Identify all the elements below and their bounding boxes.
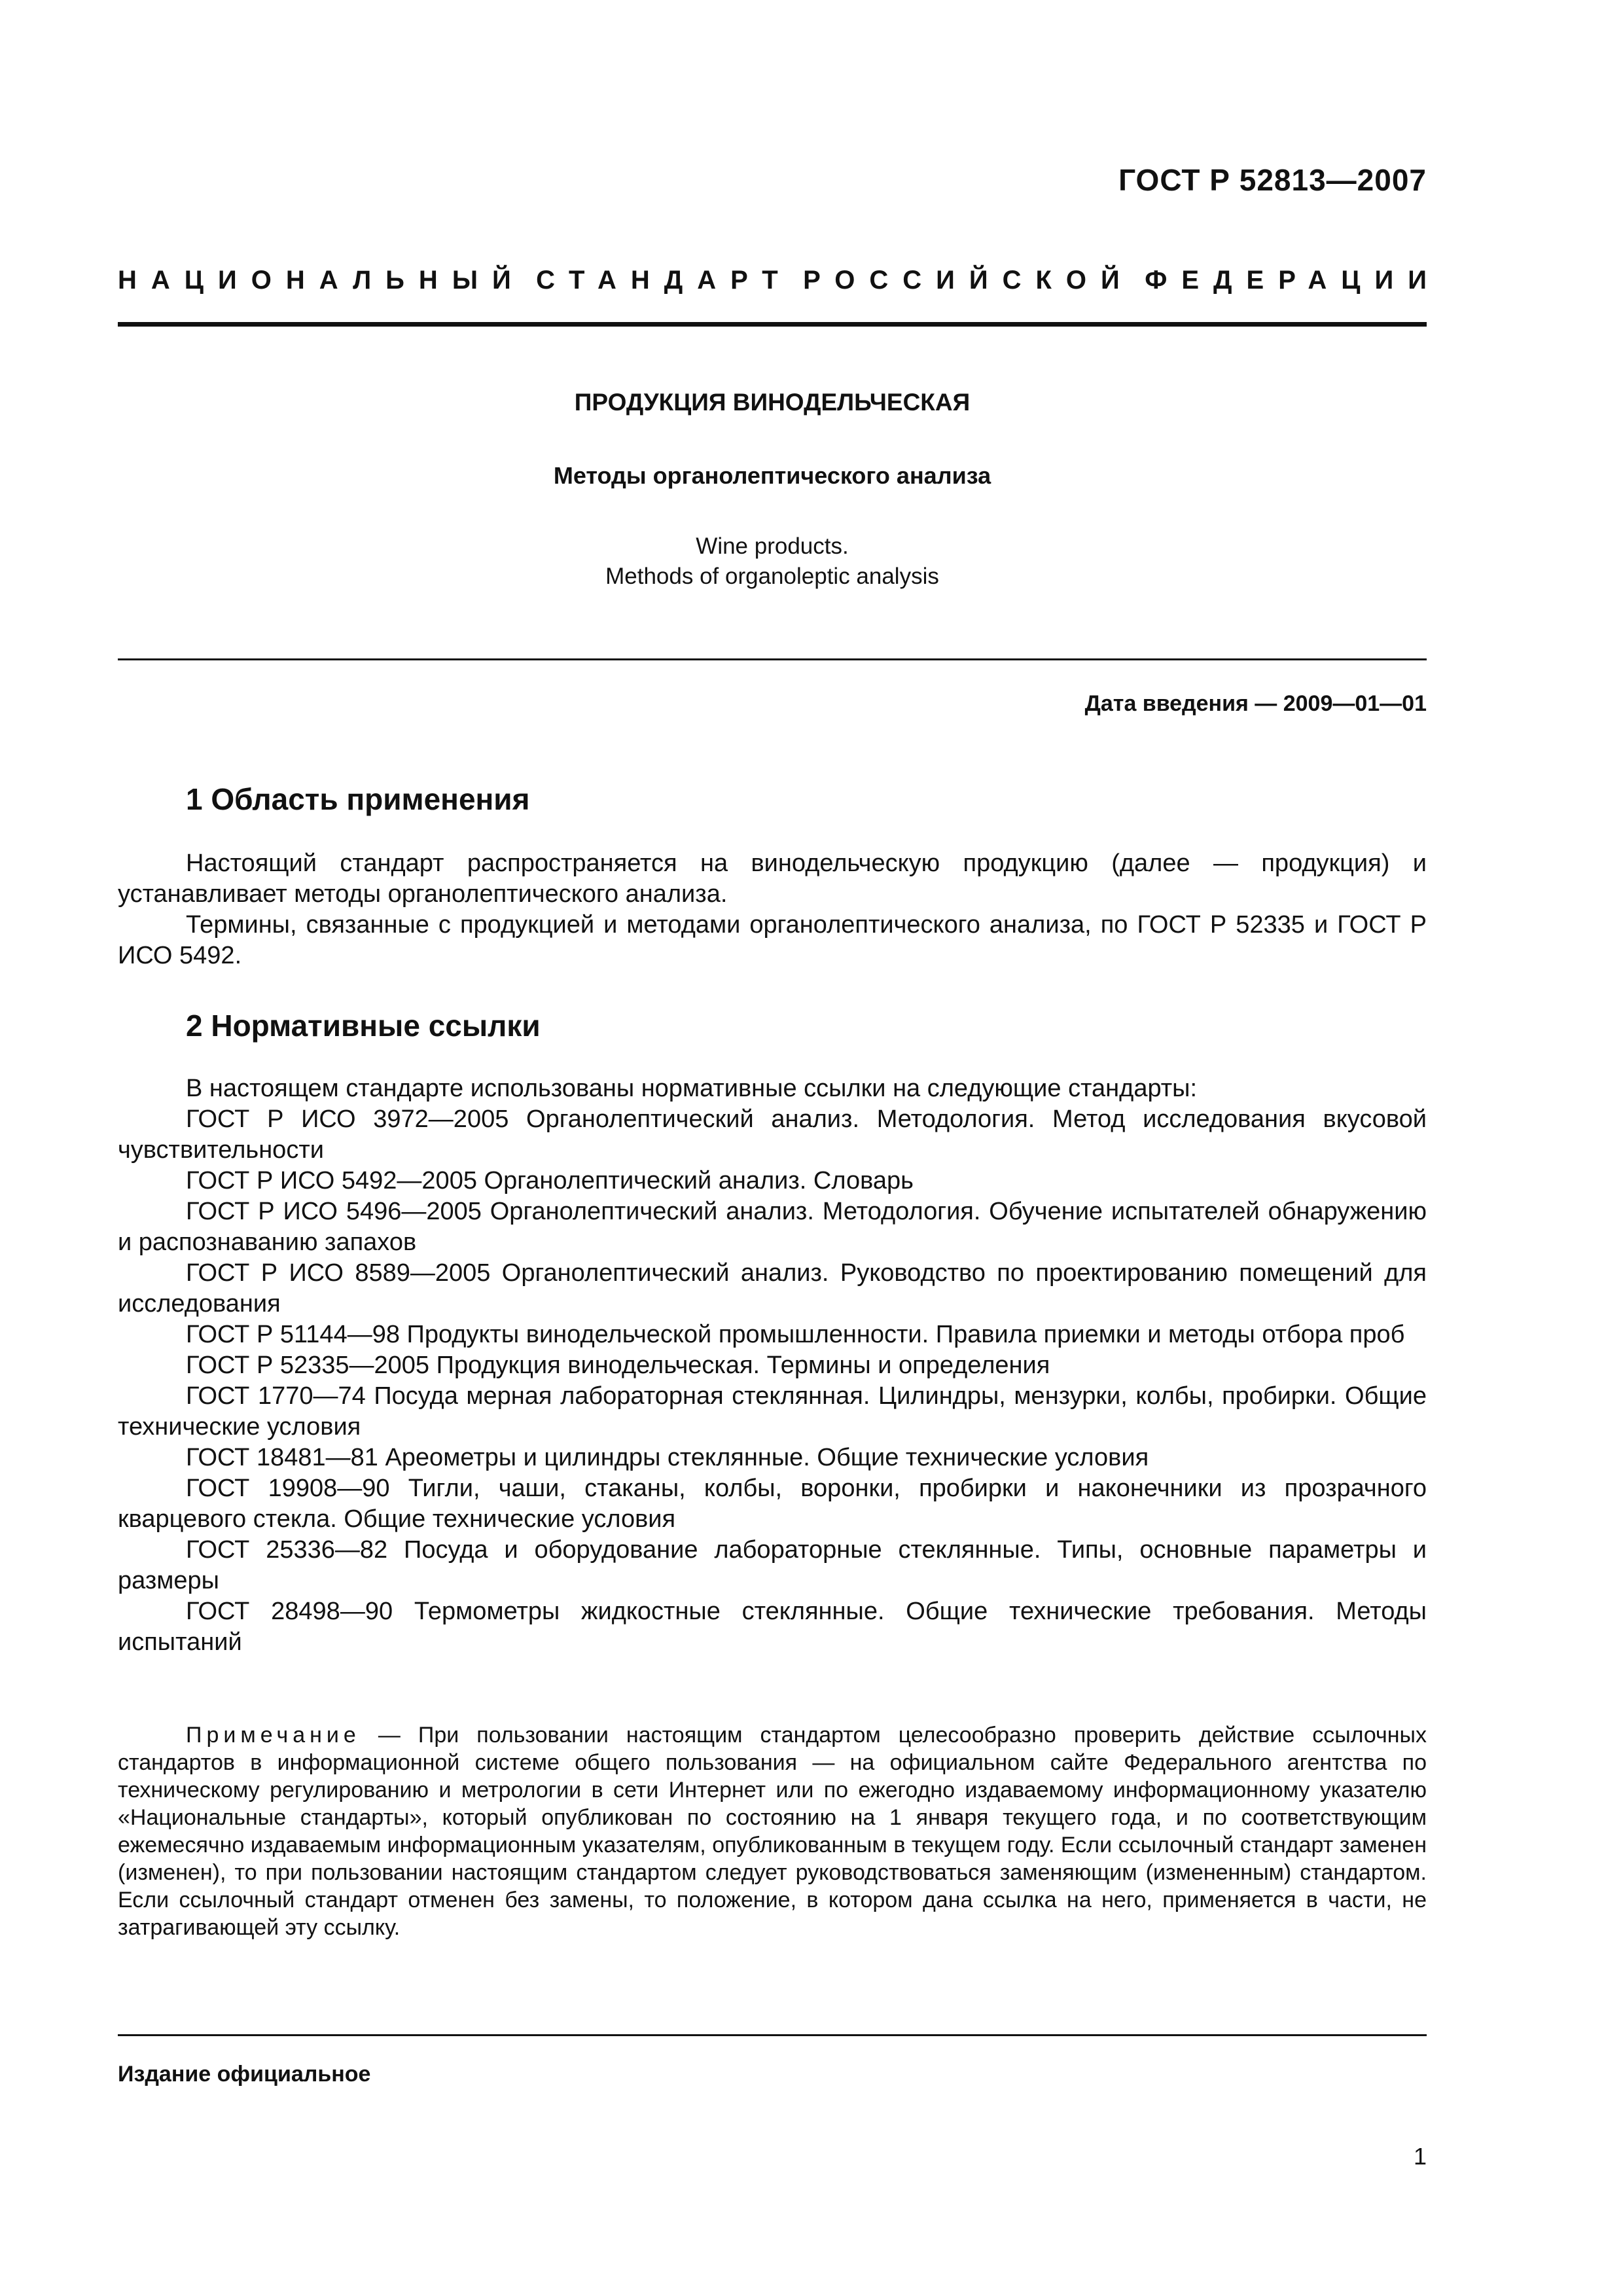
- reference-item: ГОСТ 1770—74 Посуда мерная лабораторная стеклянная. Цилиндры, мензурки, колбы, пробирки. Общие технические условия: [118, 1382, 1427, 1441]
- edition-label: Издание официальное: [118, 2062, 371, 2087]
- note-label: Примечание: [186, 1723, 361, 1748]
- footer-divider: [118, 2034, 1427, 2036]
- product-subtitle: Методы органолептического анализа: [553, 462, 991, 489]
- reference-item: ГОСТ Р ИСО 3972—2005 Органолептический анализ. Методология. Метод исследования вкусовой чувствительности: [118, 1105, 1427, 1164]
- reference-item: ГОСТ Р ИСО 8589—2005 Органолептический анализ. Руководство по проектированию помещений для исследования: [118, 1259, 1427, 1318]
- national-header-word: РОССИЙСКОЙ: [803, 266, 1134, 295]
- header-divider: [118, 322, 1427, 327]
- product-title: ПРОДУКЦИЯ ВИНОДЕЛЬЧЕСКАЯ: [574, 389, 971, 416]
- national-standard-header: [118, 266, 1441, 295]
- national-header-word: ФЕДЕРАЦИИ: [1145, 266, 1441, 295]
- document-number: ГОСТ Р 52813—2007: [1118, 163, 1427, 197]
- english-title-line: Wine products.: [696, 533, 849, 559]
- reference-item: ГОСТ 28498—90 Термометры жидкостные стеклянные. Общие технические требования. Методы испытаний: [118, 1598, 1427, 1656]
- title-divider: [118, 658, 1427, 660]
- reference-item: ГОСТ 19908—90 Тигли, чаши, стаканы, колбы, воронки, пробирки и наконечники из прозрачного кварцевого стекла. Общие технические условия: [118, 1475, 1427, 1533]
- note-text: — При пользовании настоящим стандартом целесообразно проверить действие ссылочных стандартов в информационной системе общего пользования — на официальном сайте Федерального агентства по техническому регулированию и метрологии в сети Интернет или по ежегодно издаваемому информационному указателю «Национальные стандарты», который опубликован по состоянию на 1 января текущего года, и по соответствующим ежемесячно издаваемым информационным указателям, опубликованным в текущем году. Если ссылочный стандарт заменен (изменен), то при пользовании настоящим стандартом следует руководствоваться заменяющим (измененным) стандартом. Если ссылочный стандарт отменен без замены, то положение, в котором дана ссылка на него, применяется в части, не затрагивающей эту ссылку.: [118, 1723, 1427, 1940]
- paragraph: В настоящем стандарте использованы нормативные ссылки на следующие стандарты:: [186, 1075, 1198, 1102]
- reference-item: ГОСТ Р 52335—2005 Продукция винодельческая. Термины и определения: [186, 1352, 1050, 1379]
- reference-item: ГОСТ 18481—81 Ареометры и цилиндры стеклянные. Общие технические условия: [186, 1444, 1149, 1471]
- reference-item: ГОСТ 25336—82 Посуда и оборудование лабораторные стеклянные. Типы, основные параметры и размеры: [118, 1536, 1427, 1594]
- reference-item: ГОСТ Р ИСО 5492—2005 Органолептический анализ. Словарь: [186, 1167, 914, 1194]
- english-title-line: Methods of organoleptic analysis: [605, 564, 939, 589]
- reference-item: ГОСТ Р ИСО 5496—2005 Органолептический анализ. Методология. Обучение испытателей обнаружению и распознаванию запахов: [118, 1198, 1427, 1256]
- paragraph: Термины, связанные с продукцией и методами органолептического анализа, по ГОСТ Р 52335 и ГОСТ Р ИСО 5492.: [118, 911, 1427, 969]
- section-2-heading: 2 Нормативные ссылки: [186, 1009, 541, 1043]
- paragraph: Настоящий стандарт распространяется на винодельческую продукцию (далее — продукция) и устанавливает методы органолептического анализа.: [118, 850, 1427, 908]
- english-title: [118, 531, 1427, 592]
- section-1-body: [118, 848, 1427, 971]
- section-2-body: [118, 1073, 1427, 1658]
- section-1-heading: 1 Область применения: [186, 782, 530, 816]
- national-header-word: СТАНДАРТ: [536, 266, 793, 295]
- note: [118, 1721, 1427, 1941]
- introduction-date: Дата введения — 2009—01—01: [1084, 691, 1427, 716]
- national-header-word: НАЦИОНАЛЬНЫЙ: [118, 266, 526, 295]
- page-number: 1: [1413, 2143, 1427, 2170]
- document-page: [118, 0, 1441, 2296]
- reference-item: ГОСТ Р 51144—98 Продукты винодельческой промышленности. Правила приемки и методы отбора проб: [186, 1321, 1405, 1348]
